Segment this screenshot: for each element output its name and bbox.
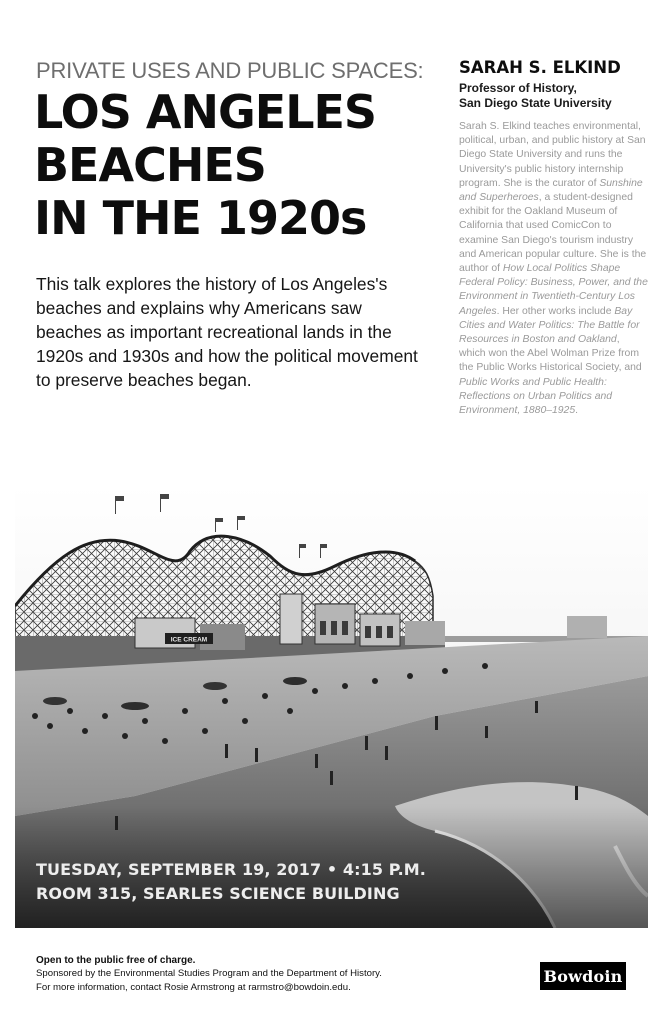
event-location: ROOM 315, SEARLES SCIENCE BUILDING [36,884,400,903]
talk-title-line: BEACHES [34,138,266,192]
bio-text: Sarah S. Elkind teaches environmental, political, urban, and public history at San Diego State University and runs the University's public history internship program. She is the curator of [459,121,646,189]
bio-work-title: Sunshine and Superheroes [459,177,643,204]
ice-cream-sign-text: ICE CREAM [170,636,208,644]
bowdoin-logo: Bowdoin [540,962,626,990]
speaker-title-line: Professor of History, [459,81,577,95]
footer [36,954,382,994]
bio-work-title: Bay Cities and Water Politics: The Battle for Resources in Boston and Oakland [459,305,640,346]
bio-work-title: Public Works and Public Health: Reflections on Urban Politics and Environment, 1880–1925 [459,376,613,417]
bio-text: , which won the Abel Wolman Prize from the Public Works Historical Society, and [459,334,642,374]
speaker-title [459,81,649,111]
sponsor-note: Sponsored by the Environmental Studies Program and the Department of History. [36,968,382,980]
contact-note: For more information, contact Rosie Armstrong at rarmstro@bowdoin.edu. [36,981,351,993]
talk-title-line: LOS ANGELES [34,85,377,139]
talk-title-line: IN THE 1920s [34,191,367,245]
speaker-name: SARAH S. ELKIND [459,58,621,77]
bio-text: . Her other works include [496,305,615,317]
speaker-title-line: San Diego State University [459,96,612,110]
talk-description: This talk explores the history of Los Angeles's beaches and explains why Americans saw beaches as important recreational lands in the 1920s and 1930s and how the political movement to preserve beaches began. [36,274,418,390]
speaker-bio [459,120,649,418]
admission-note: Open to the public free of charge. [36,955,196,966]
bio-text: , a student-designed exhibit for the Oakland Museum of California that used ComicCon to examine San Diego's tourism industry and American popular culture. She is the author of [459,192,647,275]
distant-building [567,616,607,638]
talk-kicker: PRIVATE USES AND PUBLIC SPACES: [36,58,424,83]
talk-title [34,86,444,245]
bio-text: . [575,405,579,417]
event-date-time: TUESDAY, SEPTEMBER 19, 2017 • 4:15 P.M. [36,860,426,879]
bio-work-title: How Local Politics Shape Federal Policy: Business, Power, and the Environment in Twentieth-Century Los Angeles [459,263,648,317]
event-details [36,858,426,906]
speaker-sidebar [459,58,649,418]
